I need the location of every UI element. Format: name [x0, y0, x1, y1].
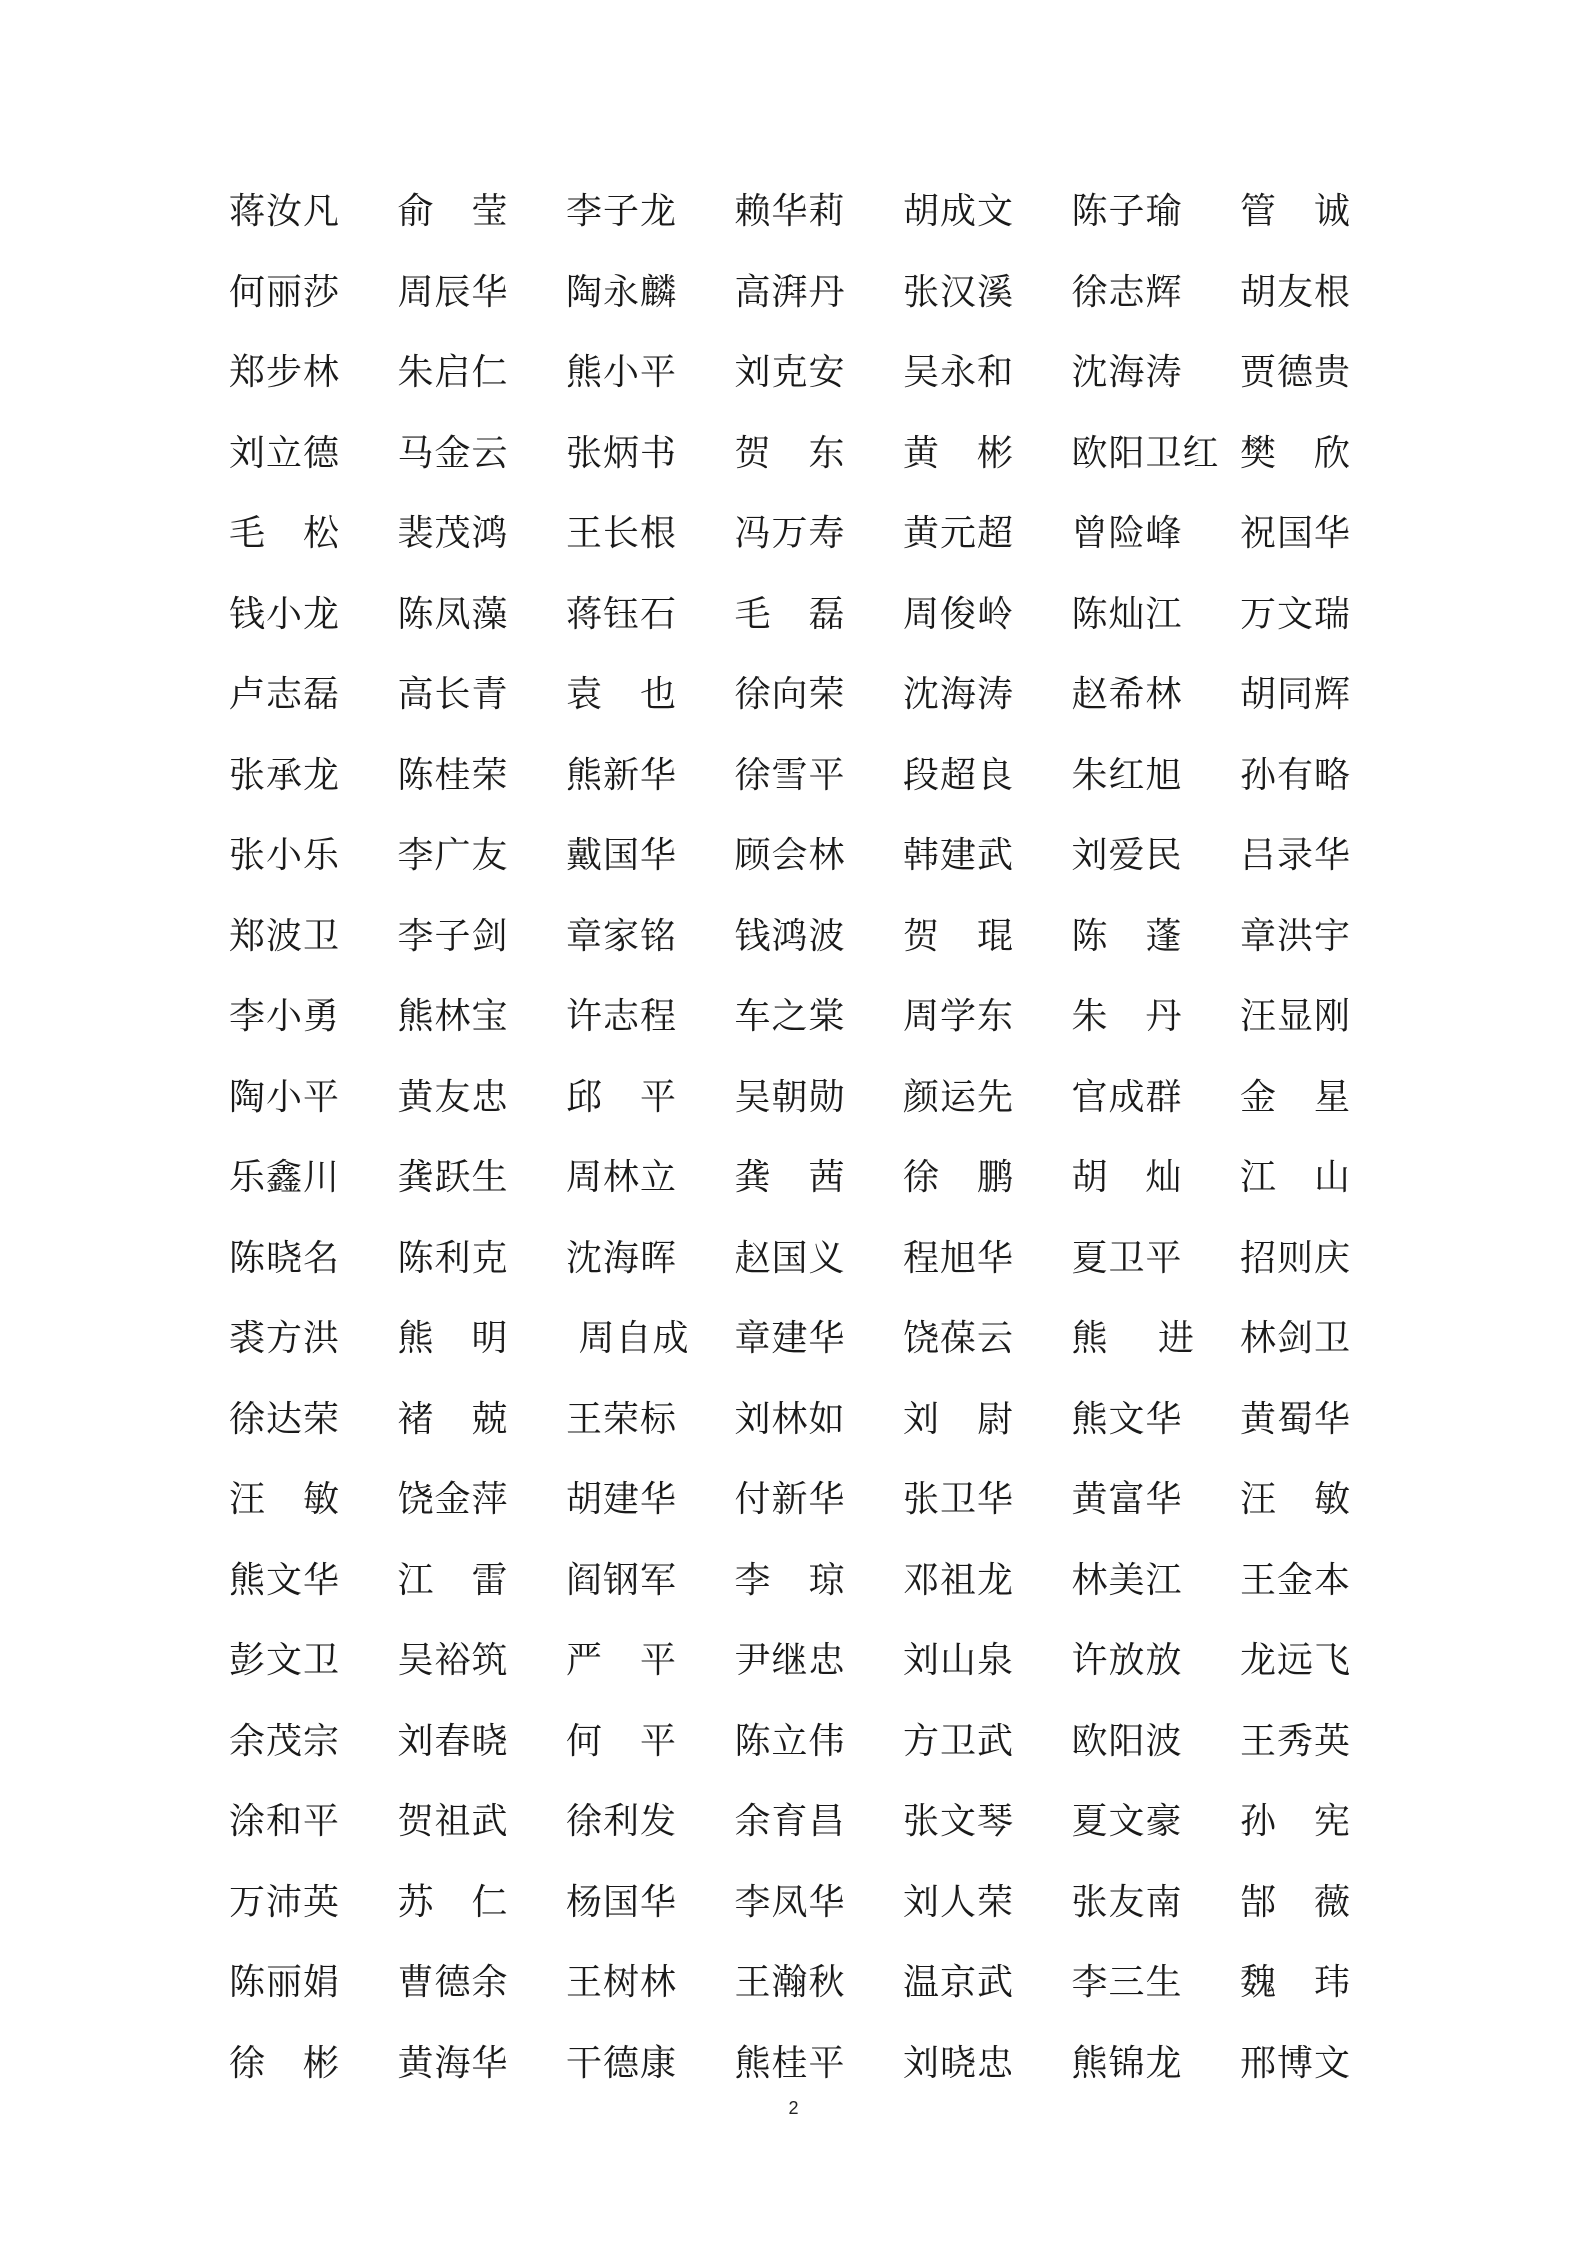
name-entry: 刘晓忠: [903, 2042, 1015, 2084]
name-entry: 熊小平: [566, 352, 678, 394]
name-entry: 刘爱民: [1071, 835, 1183, 877]
name-entry: 朱红旭: [1071, 754, 1183, 796]
name-row: [229, 253, 1359, 334]
name-entry: 张承龙: [229, 754, 341, 796]
name-entry: 戴国华: [566, 835, 678, 877]
name-entry: 王金本: [1240, 1559, 1352, 1601]
name-entry: 章洪宇: [1240, 915, 1352, 957]
name-entry: 俞 莹: [397, 191, 509, 233]
name-entry: 贺 琨: [903, 915, 1015, 957]
name-entry: 汪 敏: [1240, 1479, 1352, 1521]
name-entry: 魏 玮: [1240, 1962, 1352, 2004]
name-entry: 徐 鹏: [903, 1157, 1015, 1199]
name-entry: 贾德贵: [1240, 352, 1352, 394]
name-entry: 汪显刚: [1240, 996, 1352, 1038]
name-entry: 黄元超: [903, 513, 1015, 555]
name-entry: 黄 彬: [903, 432, 1015, 474]
name-entry: 张卫华: [903, 1479, 1015, 1521]
name-entry: 陶小平: [229, 1076, 341, 1118]
name-entry: 夏文豪: [1071, 1801, 1183, 1843]
name-entry: 徐达荣: [229, 1398, 341, 1440]
name-entry: 邓祖龙: [903, 1559, 1015, 1601]
name-row: [229, 1380, 1359, 1461]
name-entry: 周学东: [903, 996, 1015, 1038]
page-number: 2: [788, 2098, 799, 2118]
name-entry: 温京武: [903, 1962, 1015, 2004]
name-entry: 王秀英: [1240, 1720, 1352, 1762]
name-entry: 彭文卫: [229, 1640, 341, 1682]
name-row: [229, 1460, 1359, 1541]
name-entry: 高湃丹: [734, 271, 846, 313]
name-entry: 何丽莎: [229, 271, 341, 313]
name-entry: 孙有略: [1240, 754, 1352, 796]
name-entry: 朱启仁: [397, 352, 509, 394]
name-row: [229, 1782, 1359, 1863]
name-entry: 熊锦龙: [1071, 2042, 1183, 2084]
name-entry: 方卫武: [903, 1720, 1015, 1762]
name-entry: 曹德余: [397, 1962, 509, 2004]
name-entry: 欧阳卫红: [1071, 432, 1220, 474]
name-entry: 陈凤藻: [397, 593, 509, 635]
name-entry: 沈海涛: [903, 674, 1015, 716]
name-entry: 付新华: [734, 1479, 846, 1521]
name-entry: 江 雷: [397, 1559, 509, 1601]
name-entry: 徐志辉: [1071, 271, 1183, 313]
name-entry: 赵国义: [734, 1237, 846, 1279]
name-entry: 周林立: [566, 1157, 678, 1199]
name-entry: 赵希林: [1071, 674, 1183, 716]
name-entry: 樊 欣: [1240, 432, 1352, 474]
name-entry: 陈子瑜: [1071, 191, 1183, 233]
name-entry: 张友南: [1071, 1881, 1183, 1923]
name-entry: 林剑卫: [1240, 1318, 1352, 1360]
name-entry: 祝国华: [1240, 513, 1352, 555]
name-entry: 夏卫平: [1071, 1237, 1183, 1279]
name-entry: 尹继忠: [734, 1640, 846, 1682]
name-entry: 陈利克: [397, 1237, 509, 1279]
name-row: [229, 1299, 1359, 1380]
name-entry: 马金云: [397, 432, 509, 474]
name-row: [229, 494, 1359, 575]
name-entry: 熊 进: [1071, 1318, 1195, 1360]
name-entry: 熊文华: [1071, 1398, 1183, 1440]
name-entry: 张汉溪: [903, 271, 1015, 313]
name-entry: 吴朝勋: [734, 1076, 846, 1118]
name-entry: 吕录华: [1240, 835, 1352, 877]
name-entry: 王瀚秋: [734, 1962, 846, 2004]
name-entry: 胡成文: [903, 191, 1015, 233]
name-entry: 李三生: [1071, 1962, 1183, 2004]
name-entry: 李凤华: [734, 1881, 846, 1923]
name-entry: 郜 薇: [1240, 1881, 1352, 1923]
name-entry: 陈灿江: [1071, 593, 1183, 635]
name-row: [229, 1138, 1359, 1219]
name-entry: 吴永和: [903, 352, 1015, 394]
name-entry: 李广友: [397, 835, 509, 877]
name-entry: 许志程: [566, 996, 678, 1038]
name-entry: 邢博文: [1240, 2042, 1352, 2084]
name-row: [229, 1702, 1359, 1783]
name-entry: 朱 丹: [1071, 996, 1183, 1038]
name-entry: 顾会林: [734, 835, 846, 877]
name-entry: 颜运先: [903, 1076, 1015, 1118]
name-entry: 周自成: [566, 1318, 690, 1360]
name-entry: 林美江: [1071, 1559, 1183, 1601]
name-entry: 苏 仁: [397, 1881, 509, 1923]
name-entry: 徐利发: [566, 1801, 678, 1843]
name-row: [229, 1541, 1359, 1622]
name-entry: 熊 明: [397, 1318, 509, 1360]
name-entry: 车之棠: [734, 996, 846, 1038]
name-entry: 熊新华: [566, 754, 678, 796]
name-row: [229, 1058, 1359, 1139]
name-entry: 李小勇: [229, 996, 341, 1038]
name-entry: 徐 彬: [229, 2042, 341, 2084]
name-row: [229, 1943, 1359, 2024]
name-entry: 裴茂鸿: [397, 513, 509, 555]
name-entry: 许放放: [1071, 1640, 1183, 1682]
name-entry: 江 山: [1240, 1157, 1352, 1199]
name-entry: 袁 也: [566, 674, 678, 716]
name-entry: 胡建华: [566, 1479, 678, 1521]
name-entry: 毛 松: [229, 513, 341, 555]
name-entry: 徐向荣: [734, 674, 846, 716]
name-entry: 刘 尉: [903, 1398, 1015, 1440]
name-entry: 饶葆云: [903, 1318, 1015, 1360]
name-entry: 黄蜀华: [1240, 1398, 1352, 1440]
name-entry: 贺祖武: [397, 1801, 509, 1843]
name-entry: 章建华: [734, 1318, 846, 1360]
name-row: [229, 2024, 1359, 2105]
name-entry: 张文琴: [903, 1801, 1015, 1843]
name-entry: 熊文华: [229, 1559, 341, 1601]
name-entry: 段超良: [903, 754, 1015, 796]
name-entry: 陈 蓬: [1071, 915, 1183, 957]
name-entry: 万文瑞: [1240, 593, 1352, 635]
name-entry: 李 琼: [734, 1559, 846, 1601]
name-entry: 胡同辉: [1240, 674, 1352, 716]
name-entry: 刘克安: [734, 352, 846, 394]
name-row: [229, 655, 1359, 736]
name-entry: 邱 平: [566, 1076, 678, 1118]
name-entry: 李子龙: [566, 191, 678, 233]
name-row: [229, 977, 1359, 1058]
name-entry: 管 诚: [1240, 191, 1352, 233]
name-entry: 黄富华: [1071, 1479, 1183, 1521]
name-entry: 曾险峰: [1071, 513, 1183, 555]
name-entry: 徐雪平: [734, 754, 846, 796]
name-entry: 杨国华: [566, 1881, 678, 1923]
name-entry: 赖华莉: [734, 191, 846, 233]
name-entry: 万沛英: [229, 1881, 341, 1923]
name-entry: 余茂宗: [229, 1720, 341, 1762]
name-row: [229, 333, 1359, 414]
name-entry: 冯万寿: [734, 513, 846, 555]
name-entry: 黄友忠: [397, 1076, 509, 1118]
name-entry: 王荣标: [566, 1398, 678, 1440]
name-entry: 余育昌: [734, 1801, 846, 1843]
name-entry: 龚跃生: [397, 1157, 509, 1199]
name-row: [229, 1219, 1359, 1300]
name-entry: 刘人荣: [903, 1881, 1015, 1923]
name-entry: 钱小龙: [229, 593, 341, 635]
name-entry: 王长根: [566, 513, 678, 555]
name-entry: 刘立德: [229, 432, 341, 474]
name-entry: 卢志磊: [229, 674, 341, 716]
name-entry: 钱鸿波: [734, 915, 846, 957]
name-row: [229, 414, 1359, 495]
name-entry: 严 平: [566, 1640, 678, 1682]
name-entry: 龚 茜: [734, 1157, 846, 1199]
name-row: [229, 172, 1359, 253]
name-entry: 刘春晓: [397, 1720, 509, 1762]
name-entry: 周俊岭: [903, 593, 1015, 635]
name-entry: 沈海涛: [1071, 352, 1183, 394]
name-entry: 熊林宝: [397, 996, 509, 1038]
name-entry: 陈晓名: [229, 1237, 341, 1279]
name-entry: 沈海晖: [566, 1237, 678, 1279]
name-entry: 黄海华: [397, 2042, 509, 2084]
name-entry: 郑步林: [229, 352, 341, 394]
name-row: [229, 736, 1359, 817]
name-entry: 涂和平: [229, 1801, 341, 1843]
name-entry: 胡 灿: [1071, 1157, 1183, 1199]
name-entry: 乐鑫川: [229, 1157, 341, 1199]
name-entry: 阎钢军: [566, 1559, 678, 1601]
name-entry: 陈桂荣: [397, 754, 509, 796]
name-entry: 郑波卫: [229, 915, 341, 957]
name-row: [229, 575, 1359, 656]
name-entry: 饶金萍: [397, 1479, 509, 1521]
name-entry: 孙 宪: [1240, 1801, 1352, 1843]
name-list: [229, 172, 1359, 2104]
name-entry: 周辰华: [397, 271, 509, 313]
name-entry: 干德康: [566, 2042, 678, 2084]
name-entry: 李子剑: [397, 915, 509, 957]
name-entry: 胡友根: [1240, 271, 1352, 313]
name-entry: 陈丽娟: [229, 1962, 341, 2004]
name-entry: 刘林如: [734, 1398, 846, 1440]
name-entry: 吴裕筑: [397, 1640, 509, 1682]
name-entry: 褚 兢: [397, 1398, 509, 1440]
name-entry: 龙远飞: [1240, 1640, 1352, 1682]
name-entry: 程旭华: [903, 1237, 1015, 1279]
name-entry: 陈立伟: [734, 1720, 846, 1762]
name-entry: 张小乐: [229, 835, 341, 877]
name-entry: 何 平: [566, 1720, 678, 1762]
name-entry: 刘山泉: [903, 1640, 1015, 1682]
name-entry: 金 星: [1240, 1076, 1352, 1118]
name-entry: 贺 东: [734, 432, 846, 474]
name-entry: 毛 磊: [734, 593, 846, 635]
name-entry: 官成群: [1071, 1076, 1183, 1118]
name-entry: 张炳书: [566, 432, 678, 474]
name-entry: 韩建武: [903, 835, 1015, 877]
name-entry: 欧阳波: [1071, 1720, 1183, 1762]
name-row: [229, 816, 1359, 897]
name-row: [229, 1621, 1359, 1702]
name-entry: 王树林: [566, 1962, 678, 2004]
name-entry: 章家铭: [566, 915, 678, 957]
name-entry: 招则庆: [1240, 1237, 1352, 1279]
name-entry: 高长青: [397, 674, 509, 716]
name-entry: 蒋钰石: [566, 593, 678, 635]
name-entry: 蒋汝凡: [229, 191, 341, 233]
name-entry: 裘方洪: [229, 1318, 341, 1360]
name-entry: 陶永麟: [566, 271, 678, 313]
name-row: [229, 897, 1359, 978]
name-entry: 熊桂平: [734, 2042, 846, 2084]
name-row: [229, 1863, 1359, 1944]
name-entry: 汪 敏: [229, 1479, 341, 1521]
